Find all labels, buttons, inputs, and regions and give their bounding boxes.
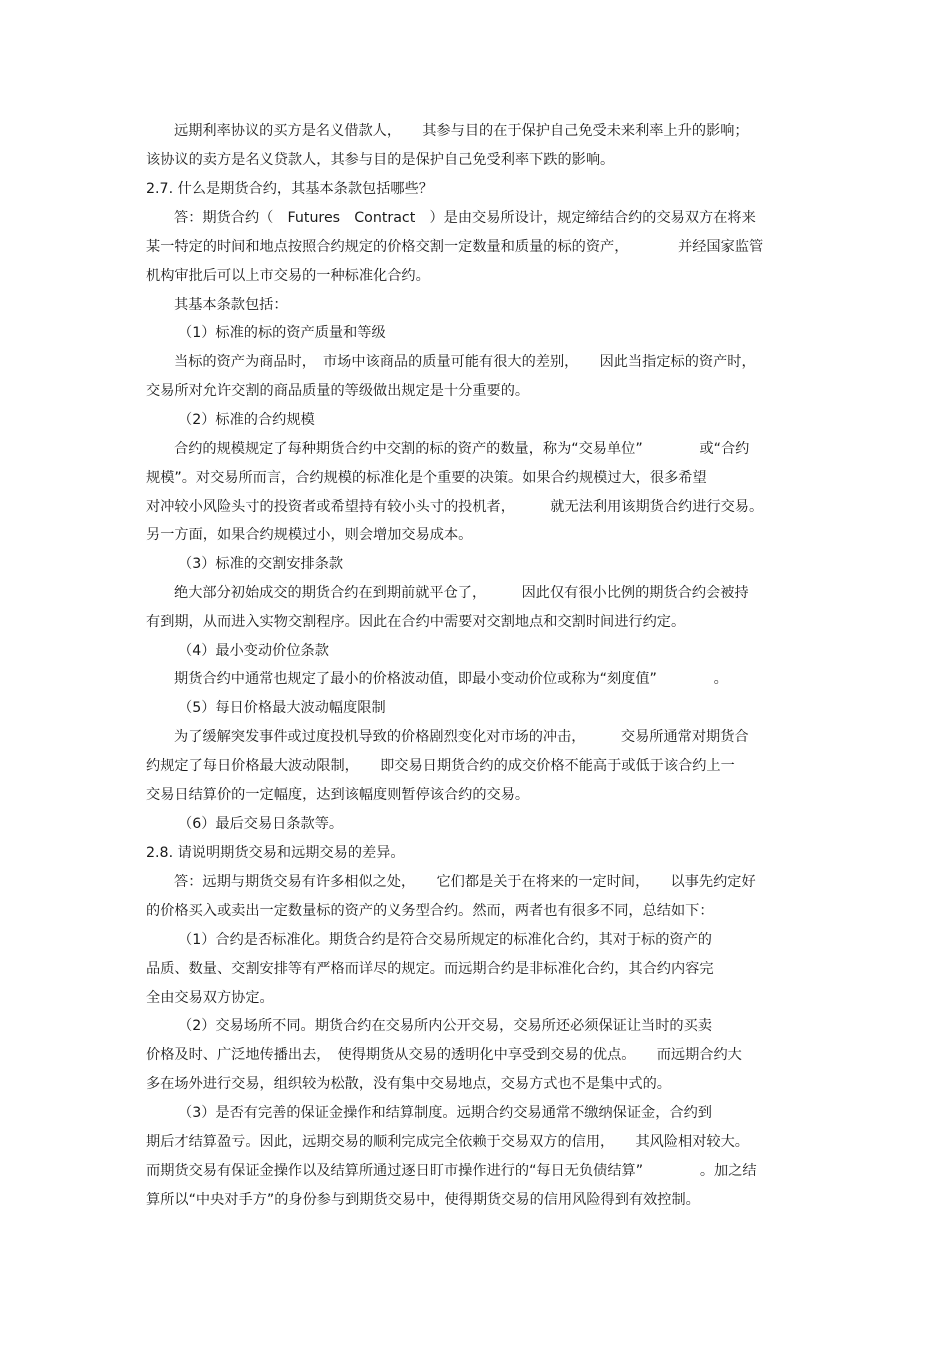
paragraph-line: 期后才结算盈亏。因此，远期交易的顺利完成完全依赖于交易双方的信用， 其风险相对较大。: [146, 1134, 749, 1150]
paragraph-line: 远期利率协议的买方是名义借款人， 其参与目的在于保护自己免受未来利率上升的影响；: [174, 123, 749, 139]
paragraph-line: （3）是否有完善的保证金操作和结算制度。远期合约交易通常不缴纳保证金，合约到: [178, 1105, 712, 1121]
paragraph-line: 的价格买入或卖出一定数量标的资产的义务型合约。然而，两者也有很多不同，总结如下：: [146, 903, 714, 919]
paragraph-line: 价格及时、广泛地传播出去， 使得期货从交易的透明化中享受到交易的优点。 而远期合约大: [146, 1047, 742, 1063]
paragraph-line: 当标的资产为商品时， 市场中该商品的质量可能有很大的差别， 因此当指定标的资产时，: [174, 354, 756, 370]
paragraph-line: 交易日结算价的一定幅度，达到该幅度则暂停该合约的交易。: [146, 787, 530, 803]
paragraph-line: 规模”。对交易所而言，合约规模的标准化是个重要的决策。如果合约规模过大，很多希望: [146, 470, 707, 486]
paragraph-line: 其基本条款包括：: [174, 297, 288, 313]
paragraph-line: 合约的规模规定了每种期货合约中交割的标的资产的数量，称为“交易单位” 或“合约: [174, 441, 750, 457]
list-item-heading: （3）标准的交割安排条款: [178, 556, 344, 572]
paragraph-line: 该协议的卖方是名义贷款人，其参与目的是保护自己免受利率下跌的影响。: [146, 152, 615, 168]
question-heading: 2.7. 什么是期货合约，其基本条款包括哪些？: [146, 181, 433, 197]
paragraph-line: 品质、数量、交割安排等有严格而详尽的规定。而远期合约是非标准化合约，其合约内容完: [146, 961, 714, 977]
paragraph-line: 算所以“中央对手方”的身份参与到期货交易中，使得期货交易的信用风险得到有效控制。: [146, 1192, 700, 1208]
paragraph-line: 对冲较小风险头寸的投资者或希望持有较小头寸的投机者， 就无法利用该期货合约进行交易。: [146, 499, 764, 515]
paragraph-line: 而期货交易有保证金操作以及结算所通过逐日盯市操作进行的“每日无负债结算” 。加之结: [146, 1163, 757, 1179]
paragraph-line: （1）合约是否标准化。期货合约是符合交易所规定的标准化合约，其对于标的资产的: [178, 932, 712, 948]
paragraph-line: 另一方面，如果合约规模过小，则会增加交易成本。: [146, 527, 473, 543]
list-item-heading: （5）每日价格最大波动幅度限制: [178, 700, 386, 716]
paragraph-line: 某一特定的时间和地点按照合约规定的价格交割一定数量和质量的标的资产， 并经国家监管: [146, 239, 764, 255]
paragraph-line: （2）交易场所不同。期货合约在交易所内公开交易，交易所还必须保证让当时的买卖: [178, 1018, 712, 1034]
paragraph-line: 答：期货合约（ Futures Contract ）是由交易所设计，规定缔结合约的交易双方在将来: [174, 210, 756, 226]
paragraph-line: 多在场外进行交易，组织较为松散，没有集中交易地点，交易方式也不是集中式的。: [146, 1076, 671, 1092]
list-item-heading: （1）标准的标的资产质量和等级: [178, 325, 386, 341]
paragraph-line: 期货合约中通常也规定了最小的价格波动值，即最小变动价位或称为“刻度值” 。: [174, 671, 728, 687]
paragraph-line: 约规定了每日价格最大波动限制， 即交易日期货合约的成交价格不能高于或低于该合约上一: [146, 758, 735, 774]
paragraph-line: 机构审批后可以上市交易的一种标准化合约。: [146, 268, 430, 284]
paragraph-line: 为了缓解突发事件或过度投机导致的价格剧烈变化对市场的冲击， 交易所通常对期货合: [174, 729, 749, 745]
paragraph-line: 绝大部分初始成交的期货合约在到期前就平仓了， 因此仅有很小比例的期货合约会被持: [174, 585, 749, 601]
list-item-heading: （6）最后交易日条款等。: [178, 816, 344, 832]
paragraph-line: 有到期，从而进入实物交割程序。因此在合约中需要对交割地点和交割时间进行约定。: [146, 614, 686, 630]
list-item-heading: （4）最小变动价位条款: [178, 643, 329, 659]
paragraph-line: 全由交易双方协定。: [146, 990, 274, 1006]
list-item-heading: （2）标准的合约规模: [178, 412, 315, 428]
paragraph-line: 答：远期与期货交易有许多相似之处， 它们都是关于在将来的一定时间， 以事先约定好: [174, 874, 756, 890]
question-heading: 2.8. 请说明期货交易和远期交易的差异。: [146, 845, 405, 861]
paragraph-line: 交易所对允许交割的商品质量的等级做出规定是十分重要的。: [146, 383, 530, 399]
